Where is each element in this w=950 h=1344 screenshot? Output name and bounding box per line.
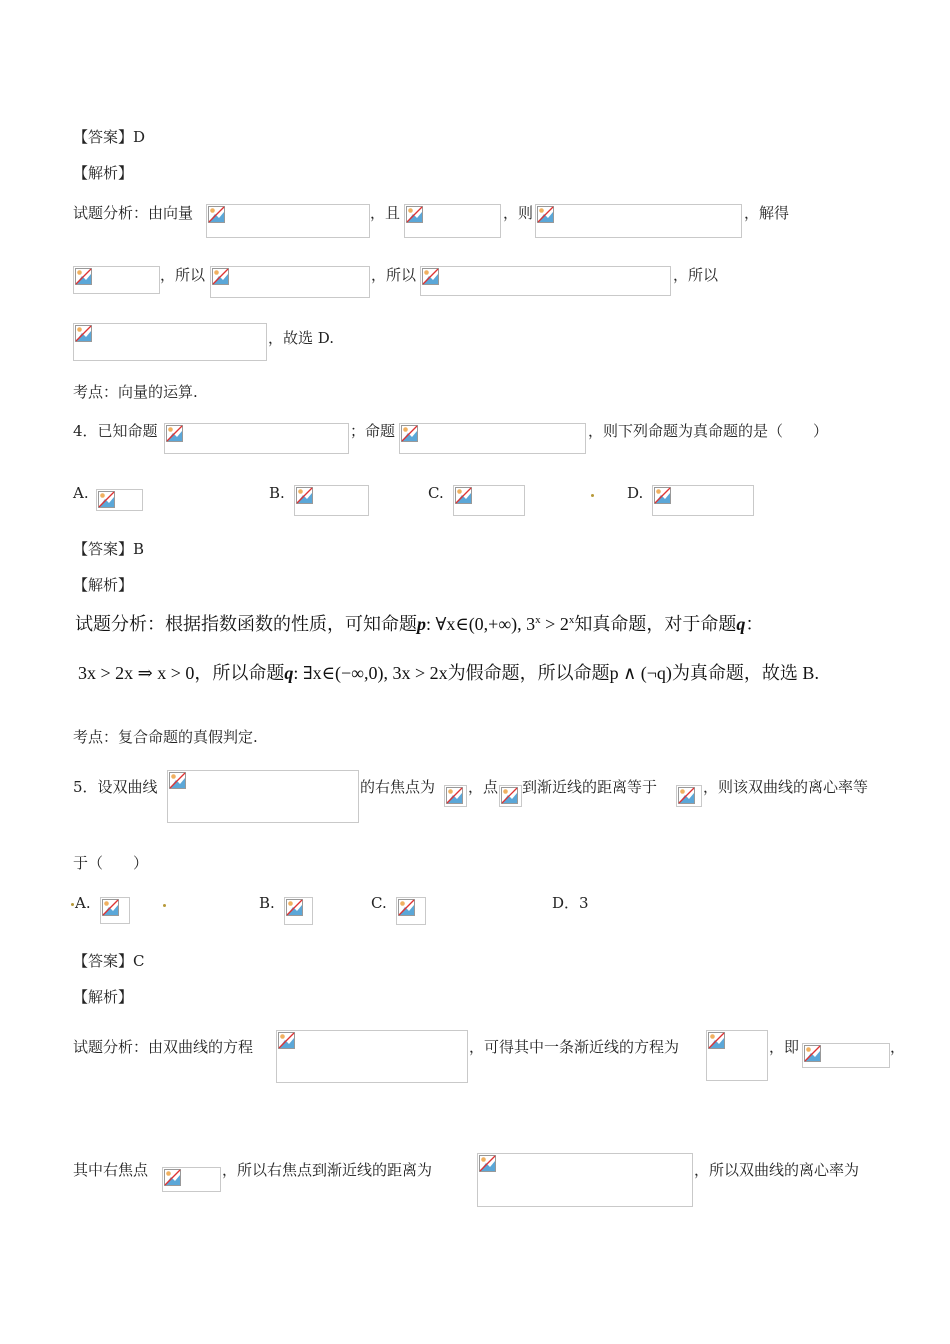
formula-image — [802, 1043, 890, 1068]
broken-image-icon — [286, 899, 303, 916]
analysis-heading: 【解析】 — [73, 988, 134, 1006]
option-b-label: B. — [269, 484, 285, 502]
analysis-text: ，即 — [769, 1038, 800, 1056]
broken-image-icon — [401, 425, 418, 442]
analysis-text: ，所以右焦点到渐近线的距离为 — [222, 1161, 433, 1179]
formula-image — [210, 266, 370, 298]
topic-label: 考点：复合命题的真假判定. — [73, 728, 258, 746]
broken-image-icon — [296, 487, 313, 504]
option-d-label: D. — [627, 484, 644, 502]
question-stem: ；命题 — [350, 422, 396, 440]
formula-image — [535, 204, 742, 238]
answer-label: 【答案】B — [73, 540, 145, 558]
analysis-text: ，解得 — [744, 204, 790, 222]
math-superscript: x — [535, 614, 541, 626]
broken-image-icon — [678, 787, 695, 804]
broken-image-icon — [169, 772, 186, 789]
formula-image — [164, 423, 349, 454]
answer-label: 【答案】C — [73, 952, 145, 970]
broken-image-icon — [446, 787, 463, 804]
analysis-text: 为真命题，故选 B. — [671, 663, 819, 683]
analysis-heading: 【解析】 — [73, 576, 134, 594]
math-var-q: q — [284, 663, 294, 683]
question-stem: ，则该双曲线的离心率等 — [703, 778, 869, 796]
analysis-text: ，所以双曲线的离心率为 — [694, 1161, 860, 1179]
broken-image-icon — [208, 206, 225, 223]
broken-image-icon — [75, 268, 92, 285]
math-var-p: p — [417, 614, 426, 634]
option-a-image — [100, 897, 130, 924]
question-stem: 于（ ） — [73, 854, 149, 872]
broken-image-icon — [398, 899, 415, 916]
analysis-text: 试题分析：根据指数函数的性质，可知命题 — [75, 614, 417, 634]
stray-dot — [163, 904, 166, 907]
broken-image-icon — [98, 491, 115, 508]
analysis-text: 试题分析：由向量 — [73, 204, 194, 222]
option-a-image — [96, 489, 143, 511]
broken-image-icon — [501, 787, 518, 804]
math-expression: : ∀x∈(0,+∞), 3 — [426, 614, 536, 634]
analysis-text: ，故选 D. — [268, 329, 335, 347]
formula-image — [404, 204, 501, 238]
broken-image-icon — [422, 268, 439, 285]
broken-image-icon — [278, 1032, 295, 1049]
question-stem: 到渐近线的距离等于 — [522, 778, 658, 796]
question-stem: 的右焦点为 — [360, 778, 436, 796]
analysis-text: ，且 — [370, 204, 401, 222]
formula-image — [477, 1153, 693, 1207]
formula-image — [499, 785, 522, 807]
answer-label: 【答案】D — [73, 128, 146, 146]
analysis-line — [78, 662, 819, 684]
math-expression: 3x > 2x ⇒ x > 0 — [78, 663, 195, 683]
broken-image-icon — [455, 487, 472, 504]
analysis-text: 其中右焦点 — [73, 1161, 149, 1179]
math-superscript: x — [568, 614, 575, 626]
option-b-image — [284, 897, 313, 925]
formula-image — [73, 323, 267, 361]
option-a-label: A. — [73, 484, 89, 502]
stray-dot — [71, 903, 74, 906]
broken-image-icon — [166, 425, 183, 442]
topic-label: 考点：向量的运算. — [73, 383, 198, 401]
option-c-label: C. — [428, 484, 444, 502]
question-stem: 4．已知命题 — [73, 422, 158, 440]
broken-image-icon — [212, 268, 229, 285]
analysis-text: ，所以 — [371, 266, 417, 284]
analysis-text: ， — [890, 1038, 906, 1056]
question-stem: ，则下列命题为真命题的是（ ） — [588, 422, 829, 440]
broken-image-icon — [708, 1032, 725, 1049]
option-d-image — [652, 485, 754, 516]
option-d-label: D．3 — [552, 894, 589, 912]
question-stem: 5．设双曲线 — [73, 778, 158, 796]
analysis-text: ，所以命题 — [194, 663, 285, 683]
math-expression: : ∃x∈(−∞,0), 3x > 2x — [293, 663, 448, 683]
formula-image — [399, 423, 586, 454]
broken-image-icon — [164, 1169, 181, 1186]
math-expression: > 2 — [540, 614, 569, 634]
formula-image — [444, 785, 467, 807]
analysis-text: ，所以 — [160, 266, 206, 284]
option-a-label: A. — [75, 894, 91, 912]
analysis-text: ： — [745, 614, 764, 634]
formula-image — [420, 266, 671, 296]
math-var-q: q — [736, 614, 746, 634]
math-expression: p ∧ (¬q) — [609, 663, 672, 683]
question-stem: ，点 — [468, 778, 499, 796]
analysis-text: ，则 — [503, 204, 534, 222]
broken-image-icon — [804, 1045, 821, 1062]
option-c-image — [453, 485, 525, 516]
broken-image-icon — [537, 206, 554, 223]
analysis-text: ，可得其中一条渐近线的方程为 — [469, 1038, 680, 1056]
option-b-image — [294, 485, 369, 516]
broken-image-icon — [75, 325, 92, 342]
option-c-label: C. — [371, 894, 387, 912]
formula-image — [73, 266, 160, 294]
formula-image — [167, 770, 359, 823]
analysis-text: 为假命题，所以命题 — [447, 663, 610, 683]
broken-image-icon — [102, 899, 119, 916]
formula-image — [676, 785, 702, 807]
option-c-image — [396, 897, 426, 925]
broken-image-icon — [406, 206, 423, 223]
analysis-line — [75, 609, 763, 635]
analysis-text: ，所以 — [673, 266, 719, 284]
broken-image-icon — [654, 487, 671, 504]
stray-dot — [591, 494, 594, 497]
broken-image-icon — [479, 1155, 496, 1172]
formula-image — [706, 1030, 768, 1081]
option-b-label: B. — [259, 894, 275, 912]
analysis-text: 知真命题，对于命题 — [574, 614, 737, 634]
formula-image — [206, 204, 370, 238]
formula-image — [162, 1167, 221, 1192]
analysis-text: 试题分析：由双曲线的方程 — [73, 1038, 254, 1056]
analysis-heading: 【解析】 — [73, 164, 134, 182]
formula-image — [276, 1030, 468, 1083]
